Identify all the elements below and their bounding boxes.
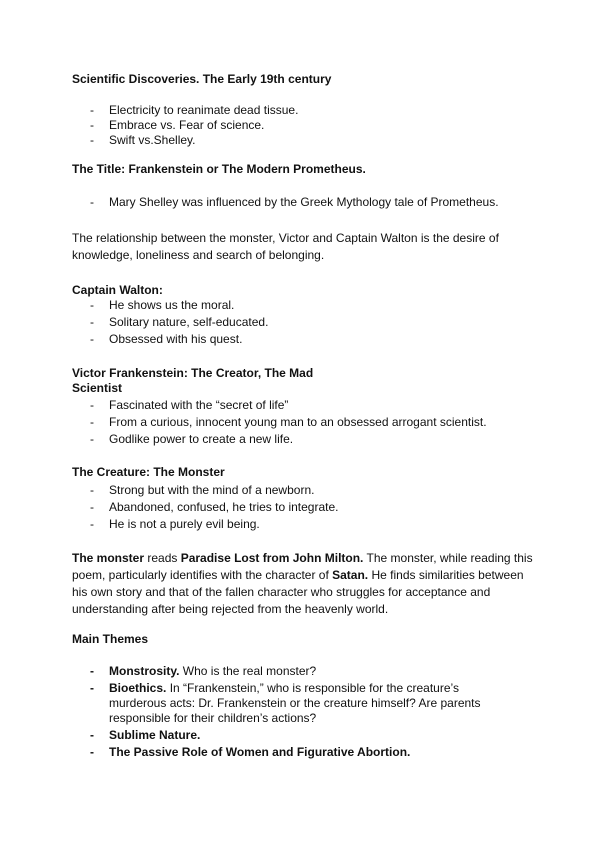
relationship-paragraph: The relationship between the monster, Victor and Captain Walton is the desire of knowledge, loneliness and search of belonging. — [72, 231, 499, 262]
section-relationship — [72, 230, 542, 264]
title-list — [72, 195, 542, 210]
list-item: - Monstrosity. Who is the real monster? — [90, 664, 317, 678]
creature-list — [72, 482, 542, 533]
themes-heading: Main Themes — [72, 632, 149, 646]
title-heading: The Title: Frankenstein or The Modern Prometheus. — [72, 162, 366, 176]
victor-heading: Victor Frankenstein: The Creator, The Mad Scientist — [72, 366, 314, 395]
list-item: - Sublime Nature. — [90, 728, 201, 742]
list-item: - Strong but with the mind of a newborn. — [90, 483, 315, 497]
discoveries-heading: Scientific Discoveries. The Early 19th century — [72, 72, 332, 86]
list-item: - Swift vs.Shelley. — [90, 133, 196, 147]
creature-heading: The Creature: The Monster — [72, 465, 225, 479]
list-item: - Godlike power to create a new life. — [90, 432, 294, 446]
list-item: - Embrace vs. Fear of science. — [90, 118, 265, 132]
paradise-paragraph: The monster reads Paradise Lost from John Milton. The monster, while reading this poem, particularly identifies with the character of Satan. He finds similarities between his own story and that of the fallen character who struggles for acceptance and understanding after being rejected from the heavenly world. — [72, 551, 533, 616]
section-creature — [72, 465, 542, 480]
walton-heading: Captain Walton: — [72, 283, 163, 297]
section-title — [72, 162, 542, 177]
list-item: - Abandoned, confused, he tries to integrate. — [90, 500, 339, 514]
list-item: - The Passive Role of Women and Figurative Abortion. — [90, 745, 411, 759]
list-item: - Solitary nature, self-educated. — [90, 315, 269, 329]
list-item: - Bioethics. In “Frankenstein,” who is responsible for the creature’s murderous acts: Dr. Frankenstein or the creature himself? Are parents responsible for their children’s actions? — [90, 681, 481, 725]
list-item: - From a curious, innocent young man to an obsessed arrogant scientist. — [90, 415, 487, 429]
list-item: - Electricity to reanimate dead tissue. — [90, 103, 299, 117]
discoveries-list — [72, 103, 542, 148]
section-paradise — [72, 550, 542, 618]
section-discoveries — [72, 72, 542, 87]
victor-list — [72, 397, 542, 448]
list-item: - He is not a purely evil being. — [90, 517, 260, 531]
walton-list — [72, 297, 542, 348]
section-themes — [72, 632, 542, 647]
section-victor — [72, 366, 542, 396]
list-item: - He shows us the moral. — [90, 298, 235, 312]
section-walton — [72, 283, 542, 298]
list-item: - Mary Shelley was influenced by the Greek Mythology tale of Prometheus. — [90, 195, 499, 209]
list-item: - Fascinated with the “secret of life” — [90, 398, 289, 412]
list-item: - Obsessed with his quest. — [90, 332, 243, 346]
themes-list — [72, 664, 512, 760]
